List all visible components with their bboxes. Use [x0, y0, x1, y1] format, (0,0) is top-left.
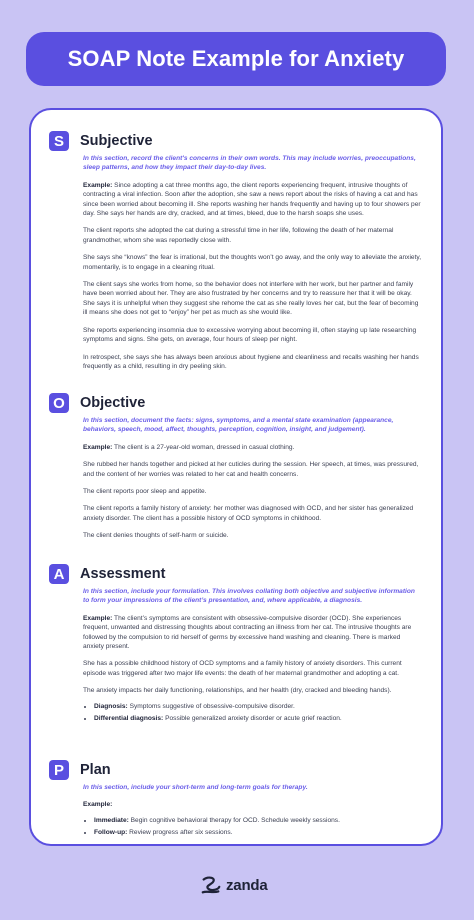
section-header [50, 563, 422, 585]
example-paragraph [83, 181, 422, 219]
bullet-text: Symptoms suggestive of obsessive-compulsive disorder. [129, 702, 295, 710]
bullet-text: Begin cognitive behavioral therapy for OCD. Schedule weekly sessions. [130, 816, 340, 824]
body-paragraph: The anxiety impacts her daily functioning, relationships, and her health (dry, cracked and bleeding hands). [83, 687, 392, 695]
zanda-logo-icon [200, 874, 222, 896]
bullet-list [83, 816, 422, 838]
bullet-list [83, 702, 422, 724]
body-paragraph: The client denies thoughts of self-harm or suicide. [83, 532, 229, 540]
section-title: Plan [80, 762, 111, 778]
bullet-text: Possible generalized anxiety disorder or acute grief reaction. [165, 715, 342, 723]
section-header [50, 130, 422, 152]
bullet-label: Differential diagnosis: [94, 715, 164, 723]
title-banner [26, 32, 446, 86]
section-subjective [50, 130, 422, 371]
section-letter-badge: S [49, 131, 69, 151]
zanda-logo [200, 872, 268, 898]
example-label: Example: [83, 614, 113, 622]
example-label: Example: [83, 443, 113, 451]
body-paragraph: In retrospect, she says she has always been anxious about hygiene and cleanliness and recalls washing her hands frequently as a child, resulting in dry peeling skin. [83, 353, 419, 370]
section-hint: In this section, record the client's concerns in their own words. This may include worries, preoccupations, sleep patterns, and how they impact their day-to-day lives. [83, 155, 416, 172]
section-title: Assessment [80, 566, 166, 582]
section-title: Subjective [80, 133, 153, 149]
body-paragraph: She reports experiencing insomnia due to excessive worrying about becoming ill, often staying up late researching symptoms and signs. She gets, on average, four hours of sleep per night. [83, 326, 417, 344]
section-plan [50, 759, 422, 841]
body-paragraph: The client reports a family history of anxiety: her mother was diagnosed with OCD, and her sister has generalized anxiety disorder. The client has a possible history of OCD symptoms in childhood. [83, 505, 414, 522]
soap-card [29, 108, 443, 846]
example-label: Example: [83, 181, 113, 189]
section-letter-badge: O [49, 393, 69, 413]
list-item [94, 714, 422, 723]
section-hint: In this section, include your short-term and long-term goals for therapy. [83, 784, 308, 791]
body-paragraph: She has a possible childhood history of OCD symptoms and a family history of anxiety disorders. This current episode was triggered after two major life events: the death of her maternal grandmother and adopting a cat. [83, 660, 402, 677]
body-paragraph: She rubbed her hands together and picked at her cuticles during the session. Her speech, at times, was pressured, and the content of her worries was related to her cat and health concerns. [83, 461, 419, 478]
section-header [50, 759, 422, 781]
bullet-label: Immediate: [94, 816, 129, 824]
bullet-text: Review progress after six sessions. [129, 829, 233, 837]
example-label: Example: [83, 801, 113, 809]
logo-text: zanda [226, 876, 268, 894]
section-letter-badge: A [49, 564, 69, 584]
example-text: The client’s symptoms are consistent with obsessive-compulsive disorder (OCD). She experiences frequent, unwanted and distressing thoughts about contracting an illness from her cat. The intrusive thoughts are followed by the compulsion to rid herself of germs by excessive hand washing and cleaning. There is marked anxiety present. [83, 614, 412, 651]
list-item [94, 828, 422, 837]
section-header [50, 392, 422, 414]
body-paragraph: The client reports she adopted the cat during a stressful time in her life, following the death of her maternal grandmother, whom she was reportedly close with. [83, 227, 394, 244]
body-paragraph: The client reports poor sleep and appetite. [83, 488, 207, 496]
list-item [94, 816, 422, 825]
example-paragraph [83, 614, 422, 652]
section-hint: In this section, include your formulation. This involves collating both objective and subjective information to form your impressions of the client’s presentation, and, where applicable, a diagnosis. [83, 588, 415, 605]
example-text: Since adopting a cat three months ago, the client reports experiencing frequent, intrusive thoughts of contracting a viral infection. Soon after the adoption, she saw a news report about the risks of having a cat and has since been worried about becoming ill. She reports washing her hands frequently and having up to four showers per day. She says her hands are dry, cracked, and at times, bleed, due to the harsh soaps she uses. [83, 181, 421, 218]
example-paragraph [83, 443, 422, 452]
section-letter-badge: P [49, 760, 69, 780]
example-paragraph [83, 800, 422, 809]
section-objective [50, 392, 422, 541]
bullet-label: Diagnosis: [94, 702, 128, 710]
page-title: SOAP Note Example for Anxiety [67, 46, 405, 71]
body-paragraph: She says she “knows” the fear is irrational, but the thoughts won’t go away, and the only way to alleviate the anxiety, momentarily, is to engage in a cleaning ritual. [83, 254, 422, 271]
example-text: The client is a 27-year-old woman, dressed in casual clothing. [114, 443, 295, 451]
section-assessment [50, 563, 422, 726]
list-item [94, 702, 422, 711]
section-hint: In this section, document the facts: signs, symptoms, and a mental state examination (appearance, behaviors, speech, mood, affect, thoughts, perception, cognition, insight, and judgement). [83, 417, 394, 434]
bullet-label: Follow-up: [94, 829, 128, 837]
section-title: Objective [80, 395, 146, 411]
body-paragraph: The client says she works from home, so the behavior does not interfere with her work, but her partner and family have been worried about her. They are also frustrated by her concerns and try to reassure her that it will be okay. She says it is unhelpful when they suggest she rehome the cat as she really loves her cat, but the fear of becoming ill means she does not get to “enjoy” her pet as much as she would like. [83, 281, 419, 317]
